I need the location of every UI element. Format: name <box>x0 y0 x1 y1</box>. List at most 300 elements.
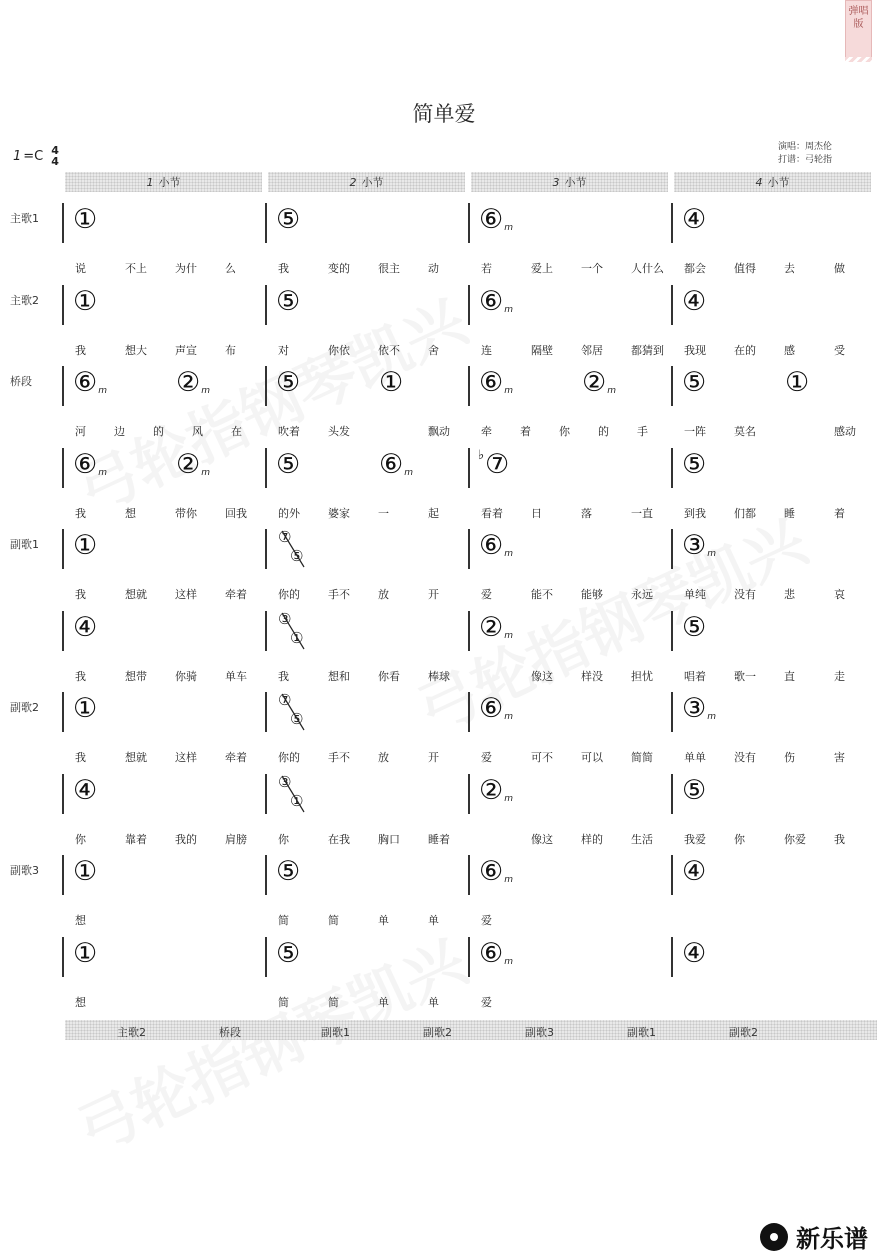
lyric: 我 <box>278 262 289 275</box>
lyric: 都会 <box>684 262 706 275</box>
lyric: 想 <box>75 995 86 1009</box>
lyric: 我的 <box>175 832 197 846</box>
chord-degree: ⑤ <box>276 285 301 317</box>
chord-degree: ⑥ <box>479 937 504 969</box>
lyric: 你骑 <box>175 669 197 683</box>
chord-quality: m <box>201 386 210 396</box>
lyric: 睡着 <box>428 832 450 846</box>
chord <box>785 369 809 397</box>
barline <box>62 692 64 732</box>
barline <box>265 285 267 325</box>
lyric: 放 <box>378 751 389 764</box>
chord <box>479 774 513 806</box>
barline <box>62 366 64 406</box>
chord-quality: m <box>504 223 513 233</box>
lyric: 我 <box>75 343 86 357</box>
barline <box>62 855 64 895</box>
barline <box>671 855 673 895</box>
lyric: 歌一 <box>734 669 756 683</box>
chord-degree: ① <box>73 693 98 724</box>
chord <box>73 448 107 480</box>
barline <box>468 937 470 977</box>
chord-degree: ⑤ <box>276 856 301 887</box>
lyric: 单 <box>378 995 389 1009</box>
chord <box>379 369 403 397</box>
brand-name: 新乐谱 <box>796 1225 868 1253</box>
lyric: 你的 <box>278 751 300 764</box>
lyric: 样没 <box>581 669 603 683</box>
chord-quality: m <box>504 304 513 315</box>
lyric: 带你 <box>175 506 197 520</box>
lyric: 我 <box>75 588 86 601</box>
lyric: 日 <box>531 506 542 520</box>
section-label: 主歌1 <box>10 212 39 225</box>
chord-degree: ⑥ <box>379 448 404 480</box>
chord <box>682 611 707 643</box>
chord <box>479 285 513 317</box>
lyric: 单 <box>428 914 439 927</box>
barline <box>671 692 673 732</box>
barline <box>671 611 673 651</box>
chord <box>682 858 706 886</box>
lyric: 着 <box>834 506 845 520</box>
barline <box>62 448 64 488</box>
barline <box>62 937 64 977</box>
chord <box>682 532 716 560</box>
lyric: 对 <box>278 343 289 357</box>
chord-degree: ④ <box>682 937 707 969</box>
watermark <box>62 915 479 1170</box>
barline <box>62 203 64 243</box>
lyric: 永远 <box>631 588 653 601</box>
slash-top: ③ <box>278 772 292 791</box>
chord-quality: m <box>201 467 210 478</box>
lyric: 爱 <box>481 588 492 601</box>
chord-degree: ⑥ <box>73 448 98 480</box>
lyric: 开 <box>428 588 439 601</box>
lyric: 去 <box>784 262 795 275</box>
chord <box>682 448 707 480</box>
lyric: 你 <box>559 425 570 438</box>
chord <box>682 206 706 234</box>
slash-chord <box>278 692 308 732</box>
chord <box>73 695 97 723</box>
lyric: 边 <box>114 425 125 438</box>
barline <box>468 203 470 243</box>
barline <box>468 855 470 895</box>
chord <box>73 858 97 886</box>
lyric: 单纯 <box>684 588 706 601</box>
lyric: 变的 <box>328 262 350 275</box>
chord <box>479 695 513 723</box>
lyric: 受 <box>834 343 845 357</box>
measure-header <box>674 172 871 192</box>
barline <box>671 203 673 243</box>
measure-label: 小节 <box>158 176 181 189</box>
chord <box>682 695 716 723</box>
performer: 演唱：周杰伦 <box>778 142 833 152</box>
lyric: 简 <box>278 995 289 1009</box>
barline <box>671 774 673 814</box>
barline <box>265 448 267 488</box>
lyric: 这样 <box>175 751 197 764</box>
chord-degree: ⑥ <box>479 285 504 317</box>
lyric: 风 <box>192 425 203 438</box>
chord-degree: ④ <box>73 774 98 806</box>
lyric: 感动 <box>834 425 856 438</box>
chord <box>73 611 98 643</box>
chord <box>276 858 300 886</box>
lyric: 单单 <box>684 751 706 764</box>
slash-bottom: ⑤ <box>290 710 304 728</box>
chord-quality: m <box>98 467 107 478</box>
chord-quality: m <box>98 386 107 396</box>
measure-number: 4 <box>755 175 763 189</box>
lyric: 值得 <box>734 262 756 275</box>
chord-degree: ⑤ <box>682 367 707 398</box>
barline <box>265 855 267 895</box>
lyric: 想大 <box>125 343 147 357</box>
watermark <box>402 495 819 750</box>
lyric: 爱 <box>481 914 492 927</box>
edition-tag-text: 弹唱版 <box>848 6 869 30</box>
lyric: 连 <box>481 343 492 357</box>
chord-degree: ① <box>73 937 98 969</box>
barline <box>671 529 673 569</box>
chord-degree: ② <box>582 367 607 398</box>
lyric: 简简 <box>631 751 653 764</box>
chord <box>276 285 301 317</box>
section-label: 桥段 <box>10 375 32 388</box>
barline <box>265 366 267 406</box>
barline <box>468 448 470 488</box>
lyric: 牵着 <box>225 588 247 601</box>
chord-degree: ④ <box>73 611 98 643</box>
lyric: 简 <box>278 914 289 927</box>
section-label: 主歌2 <box>10 293 39 307</box>
lyric: 单 <box>428 995 439 1009</box>
barline <box>671 448 673 488</box>
lyric: 飘动 <box>428 425 450 438</box>
lyric: 想就 <box>125 751 147 764</box>
time-bottom: 4 <box>51 155 59 168</box>
lyric: 想就 <box>125 588 147 601</box>
lyric: 可以 <box>581 751 603 764</box>
chord-degree: ⑥ <box>479 204 504 235</box>
sequence-item: 主歌2 <box>117 1026 146 1039</box>
slash-chord <box>278 611 308 651</box>
chord <box>73 532 97 560</box>
lyric: 一直 <box>631 506 653 520</box>
slash-bottom: ① <box>290 791 304 810</box>
section-label: 副歌2 <box>10 701 39 714</box>
chord-degree: ① <box>379 367 404 398</box>
lyric: 能不 <box>531 588 553 601</box>
time-top: 4 <box>51 144 59 157</box>
lyric: 说 <box>75 262 86 275</box>
lyric: 走 <box>834 669 845 683</box>
chord-quality: m <box>707 549 716 559</box>
lyric: 爱 <box>481 751 492 764</box>
chord-quality: m <box>504 793 513 804</box>
barline <box>265 937 267 977</box>
chord <box>682 774 707 806</box>
slash-top: ③ <box>278 609 292 628</box>
lyric: 隔壁 <box>531 343 553 357</box>
brand-logo <box>760 1219 868 1254</box>
barline <box>468 611 470 651</box>
lyric: 简 <box>328 995 339 1009</box>
chord-quality: m <box>504 549 513 559</box>
barline <box>265 529 267 569</box>
lyric: 人什么 <box>631 262 664 275</box>
lyric: 依不 <box>378 343 400 357</box>
chord-quality: m <box>404 467 413 478</box>
lyric: 若 <box>481 262 492 275</box>
lyric: 很主 <box>378 262 400 275</box>
song-title: 简单爱 <box>412 102 476 126</box>
section-label: 副歌1 <box>10 538 39 551</box>
chord-degree: ⑥ <box>479 367 504 398</box>
lyric: 牵着 <box>225 751 247 764</box>
lyric: 看着 <box>481 506 503 520</box>
lyric: 样的 <box>581 832 603 846</box>
lyric: 没有 <box>734 751 756 764</box>
barline <box>671 937 673 977</box>
lyric: 的 <box>598 425 609 438</box>
lyric: 你 <box>278 832 289 846</box>
credits <box>778 141 832 167</box>
lyric: 睡 <box>784 506 795 520</box>
lyric: 手不 <box>328 588 350 601</box>
lyric: 单车 <box>225 669 247 683</box>
sequence-item: 副歌1 <box>321 1026 350 1039</box>
chord <box>73 369 107 397</box>
lyric: 布 <box>225 343 236 357</box>
chord-quality: m <box>607 386 616 396</box>
chord <box>682 285 707 317</box>
lyric: 伤 <box>784 751 795 764</box>
barline <box>671 366 673 406</box>
chord <box>485 448 510 480</box>
lyric: 肩膀 <box>225 832 247 846</box>
chord <box>582 369 616 397</box>
measure-label: 小节 <box>767 176 790 189</box>
chord-degree: ⑥ <box>73 367 98 398</box>
lyric: 能够 <box>581 588 603 601</box>
measure-header <box>268 172 465 192</box>
lyric: 我 <box>75 506 86 520</box>
chord <box>276 206 300 234</box>
chord <box>682 369 706 397</box>
time-signature <box>51 145 59 167</box>
record-icon <box>760 1223 788 1251</box>
lyric: 在 <box>231 425 242 438</box>
barline <box>468 285 470 325</box>
slash-top: ⑦ <box>278 691 292 709</box>
lyric: 落 <box>581 506 592 520</box>
measure-number: 3 <box>552 175 560 189</box>
chord-degree: ⑤ <box>276 367 301 398</box>
slash-bottom: ⑤ <box>290 547 304 565</box>
lyric: 邻居 <box>581 343 603 357</box>
lyric: 像这 <box>531 832 553 846</box>
barline <box>62 285 64 325</box>
chord-degree: ⑥ <box>479 856 504 887</box>
sequence-item: 副歌1 <box>627 1026 656 1039</box>
lyric: 声宣 <box>175 343 197 357</box>
slash-chord <box>278 774 308 814</box>
lyric: 像这 <box>531 669 553 683</box>
lyric: 我 <box>75 669 86 683</box>
chord-degree: ② <box>479 774 504 806</box>
watermark <box>62 275 479 530</box>
chord <box>73 285 98 317</box>
sequence-item: 副歌2 <box>423 1026 452 1039</box>
section-sequence-bar <box>65 1020 877 1040</box>
chord-degree: ④ <box>682 204 707 235</box>
barline <box>62 774 64 814</box>
lyric: 吹着 <box>278 425 300 438</box>
barline <box>265 611 267 651</box>
chord <box>73 937 98 969</box>
lyric: 都猜到 <box>631 343 664 357</box>
lyric: 你 <box>75 832 86 846</box>
lyric: 这样 <box>175 588 197 601</box>
barline <box>62 611 64 651</box>
lyric: 手不 <box>328 751 350 764</box>
barline <box>468 774 470 814</box>
lyric: 没有 <box>734 588 756 601</box>
barline <box>265 203 267 243</box>
barline <box>468 529 470 569</box>
chord-quality: m <box>504 956 513 967</box>
flat-sign: ♭ <box>478 447 485 463</box>
chord-degree: ⑤ <box>276 937 301 969</box>
lyric: 哀 <box>834 588 845 601</box>
lyric: 头发 <box>328 425 350 438</box>
lyric: 手 <box>637 425 648 438</box>
barline <box>265 774 267 814</box>
lyric: 的 <box>153 425 164 438</box>
chord-degree: ① <box>785 367 810 398</box>
lyric: 在的 <box>734 343 756 357</box>
chord-degree: ⑤ <box>682 448 707 480</box>
lyric: 牵 <box>481 425 492 438</box>
chord <box>479 532 513 560</box>
chord-quality: m <box>504 630 513 641</box>
measure-label: 小节 <box>564 176 587 189</box>
chord-degree: ⑤ <box>682 611 707 643</box>
lyric: 婆家 <box>328 506 350 520</box>
sequence-item: 副歌3 <box>525 1026 554 1039</box>
lyric: 一 <box>378 506 389 520</box>
lyric: 河 <box>75 425 86 438</box>
chord <box>682 937 707 969</box>
sequence-item: 副歌2 <box>729 1026 758 1039</box>
chord <box>379 448 413 480</box>
lyric: 你看 <box>378 669 400 683</box>
section-label: 副歌3 <box>10 864 39 877</box>
chord <box>276 369 300 397</box>
lyric: 想和 <box>328 669 350 683</box>
lyric: 爱上 <box>531 262 553 275</box>
lyric: 唱着 <box>684 669 706 683</box>
lyric: 简 <box>328 914 339 927</box>
chord-quality: m <box>504 875 513 885</box>
chord-degree: ② <box>176 367 201 398</box>
chord-quality: m <box>504 712 513 722</box>
chord-degree: ① <box>73 530 98 561</box>
measure-number: 1 <box>146 175 154 189</box>
lyric: 动 <box>428 262 439 275</box>
lyric: 回我 <box>225 506 247 520</box>
barline <box>62 529 64 569</box>
lyric: 到我 <box>684 506 706 520</box>
lyric: 生活 <box>631 832 653 846</box>
lyric: 胸口 <box>378 832 400 846</box>
chord-degree: ③ <box>682 693 707 724</box>
lyric: 害 <box>834 751 845 764</box>
lyric: 做 <box>834 262 845 275</box>
lyric: 开 <box>428 751 439 764</box>
lyric: 为什 <box>175 262 197 275</box>
lyric: 爱 <box>481 995 492 1009</box>
lyric: 感 <box>784 343 795 357</box>
lyric: 不上 <box>125 262 147 275</box>
chord-quality: m <box>504 386 513 396</box>
chord <box>479 937 513 969</box>
lyric: 你爱 <box>784 832 806 846</box>
lyric: 想带 <box>125 669 147 683</box>
edition-tag <box>845 0 872 58</box>
barline <box>468 366 470 406</box>
lyric: 你依 <box>328 343 350 357</box>
key-signature <box>13 145 59 167</box>
sequence-item: 桥段 <box>219 1026 241 1039</box>
chord-quality: m <box>707 712 716 722</box>
lyric: 起 <box>428 506 439 520</box>
lyric: 想 <box>125 506 136 520</box>
lyric: 我 <box>75 751 86 764</box>
tabber: 打谱：弓轮指 <box>778 155 833 165</box>
barline <box>265 692 267 732</box>
chord-degree: ② <box>176 448 201 480</box>
measure-header <box>471 172 668 192</box>
lyric: 我 <box>278 669 289 683</box>
lyric: 么 <box>225 262 236 275</box>
lyric: 们都 <box>734 506 756 520</box>
chord-degree: ① <box>73 856 98 887</box>
chord-degree: ② <box>479 611 504 643</box>
lyric: 我爱 <box>684 832 706 846</box>
chord <box>73 774 98 806</box>
barline <box>468 692 470 732</box>
chord-degree: ⑤ <box>276 204 301 235</box>
lyric: 你的 <box>278 588 300 601</box>
key-root: 1 <box>13 148 22 164</box>
chord <box>176 448 210 480</box>
lyric: 我现 <box>684 343 706 357</box>
lyric: 单 <box>378 914 389 927</box>
lyric: 棒球 <box>428 669 450 683</box>
lyric: 你 <box>734 832 745 846</box>
chord-degree: ⑤ <box>682 774 707 806</box>
lyric: 一个 <box>581 262 603 275</box>
measure-number: 2 <box>349 175 357 189</box>
chord-degree: ① <box>73 204 98 235</box>
chord-degree: ④ <box>682 285 707 317</box>
